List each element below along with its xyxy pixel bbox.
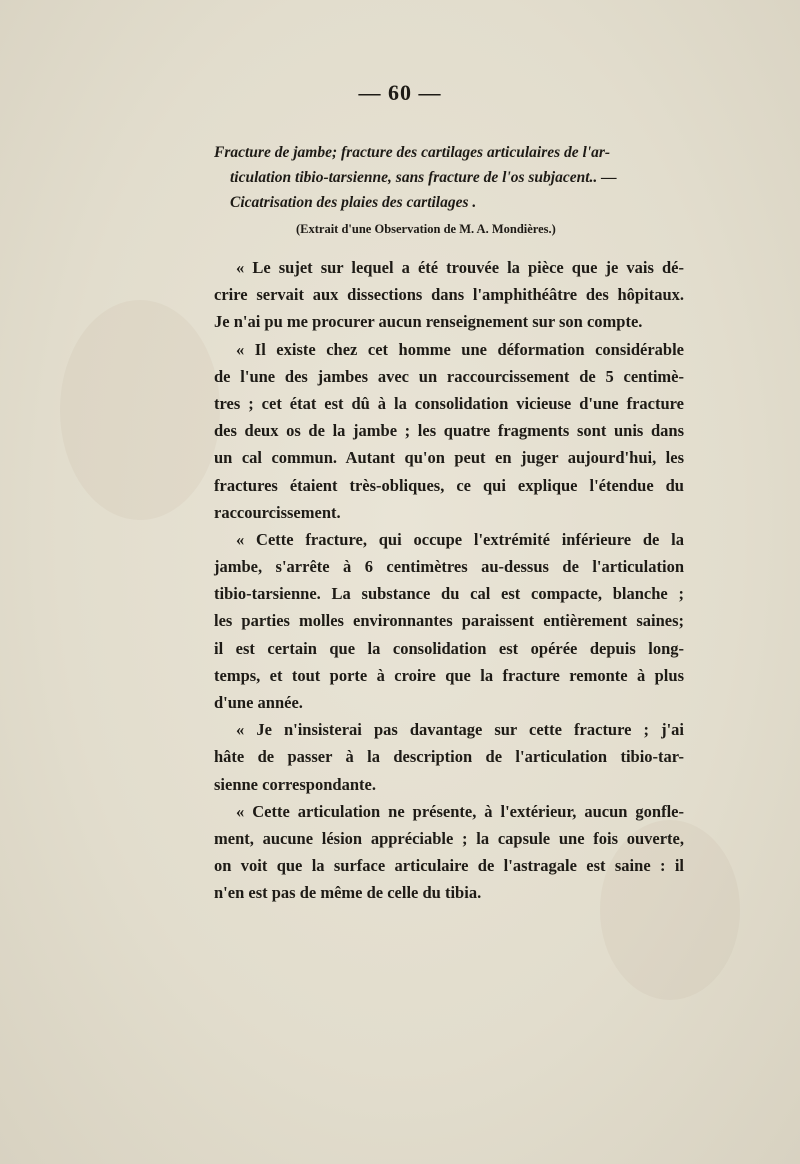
text-line: jambe, s'arrête à 6 centimètres au-dessus de l'articulation (214, 557, 684, 577)
title-line: Fracture de jambe; fracture des cartilages articulaires de l'ar- (214, 144, 611, 161)
text-line: un cal commun. Autant qu'on peut en juger aujourd'hui, les (214, 448, 684, 468)
text-line: tres ; cet état est dû à la consolidation vicieuse d'une fracture (214, 393, 684, 413)
section-title (214, 140, 684, 215)
text-line: de l'une des jambes avec un raccourcissement de 5 centimè- (214, 366, 684, 386)
text-line: « Le sujet sur lequel a été trouvée la pièce que je vais dé- (236, 258, 684, 277)
text-line: les parties molles environnantes paraissent entièrement saines; (214, 611, 684, 631)
title-line: ticulation tibio-tarsienne, sans fracture de l'os subjacent.. — (230, 169, 617, 186)
text-line: Je n'ai pu me procurer aucun renseignement sur son compte. (214, 312, 643, 332)
text-line: « Je n'insisterai pas davantage sur cette fracture ; j'ai (236, 720, 684, 740)
text-line: « Cette articulation ne présente, à l'extérieur, aucun gonfle- (236, 801, 684, 821)
text-line: ment, aucune lésion appréciable ; la capsule une fois ouverte, (214, 828, 684, 848)
page-number: — 60 — (358, 80, 442, 105)
text-line: d'une année. (214, 693, 303, 712)
text-line: fractures étaient très-obliques, ce qui explique l'étendue du (214, 475, 684, 495)
text-line: des deux os de la jambe ; les quatre fragments sont unis dans (214, 421, 684, 441)
text-line: il est certain que la consolidation est opérée depuis long- (214, 638, 684, 658)
source-citation: (Extrait d'une Observation de M. A. Mondières.) (296, 222, 556, 236)
text-line: tibio-tarsienne. La substance du cal est compacte, blanche ; (214, 584, 684, 604)
text-line: crire servait aux dissections dans l'amphithéâtre des hôpitaux. (214, 285, 684, 305)
text-line: raccourcissement. (214, 502, 341, 522)
text-line: on voit que la surface articulaire de l'astragale est saine : il (214, 856, 684, 876)
text-line: temps, et tout porte à croire que la fracture remonte à plus (214, 665, 684, 685)
text-line: sienne correspondante. (214, 774, 376, 794)
text-line: « Il existe chez cet homme une déformation considérable (236, 339, 684, 359)
title-line: Cicatrisation des plaies des cartilages . (230, 194, 477, 211)
text-line: « Cette fracture, qui occupe l'extrémité inférieure de la (236, 529, 684, 549)
text-line: hâte de passer à la description de l'articulation tibio-tar- (214, 747, 684, 767)
text-line: n'en est pas de même de celle du tibia. (214, 883, 482, 903)
body-text (214, 254, 684, 907)
paper-stain (60, 300, 220, 520)
